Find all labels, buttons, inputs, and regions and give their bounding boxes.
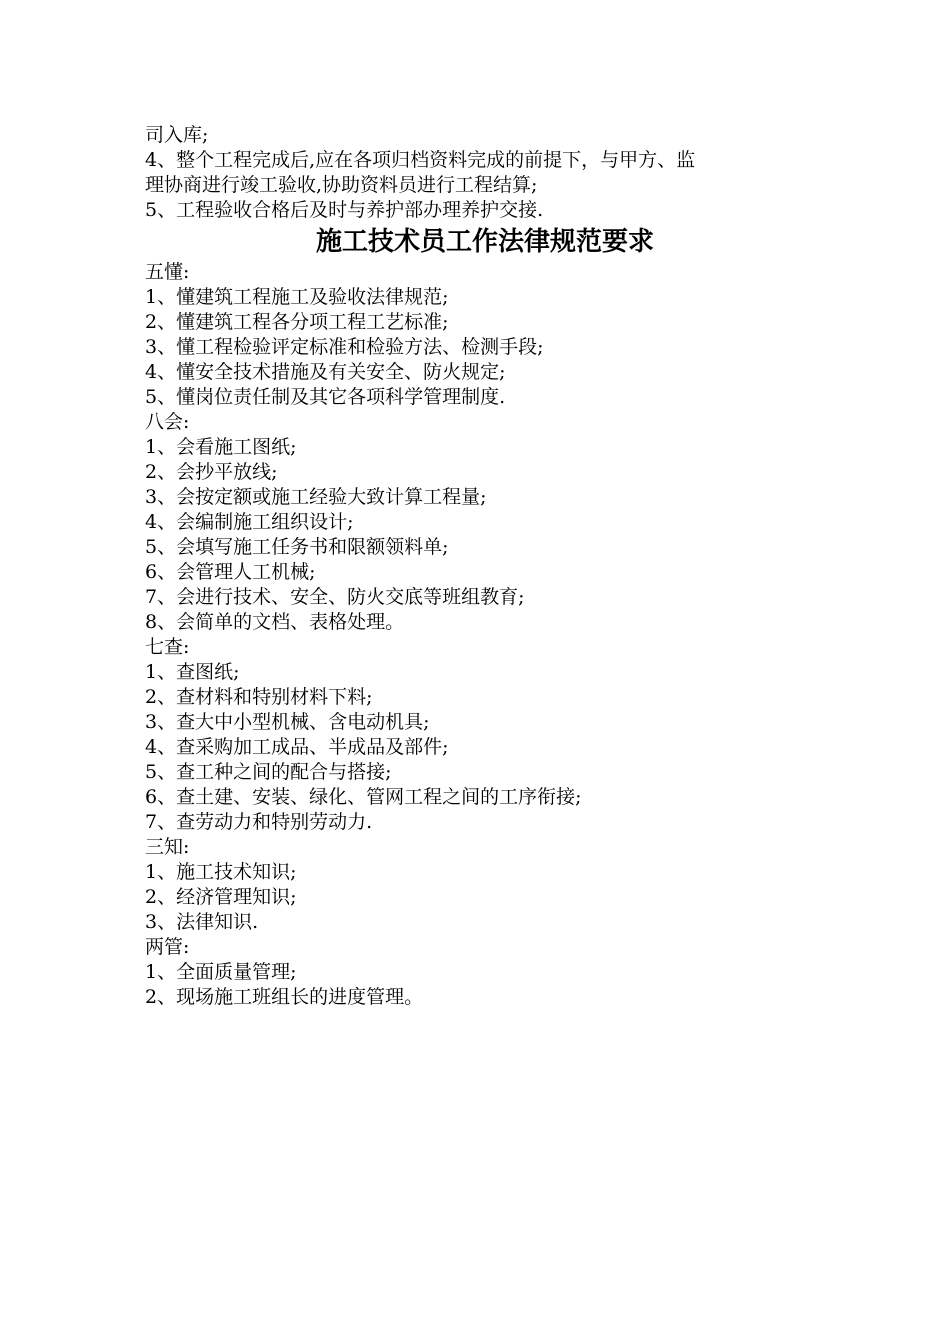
list-item: 6、查土建、安装、绿化、管网工程之间的工序衔接; [145,786,582,808]
list-item: 7、查劳动力和特别劳动力. [145,811,373,833]
list-item: 1、查图纸; [145,661,240,683]
document-page [145,123,825,1010]
list-item: 1、施工技术知识; [145,861,297,883]
section-three-knowledge [145,835,825,935]
section-five-understand [145,260,825,410]
list-item: 1、会看施工图纸; [145,436,297,458]
section-heading: 七查: [145,636,190,658]
list-item: 3、查大中小型机械、含电动机具; [145,711,430,733]
section-heading: 八会: [145,411,190,433]
section-eight-skills [145,410,825,635]
list-item: 5、会填写施工任务书和限额领料单; [145,536,449,558]
section-heading: 五懂: [145,261,190,283]
list-item: 7、会进行技术、安全、防火交底等班组教育; [145,586,525,608]
list-item: 8、会简单的文档、表格处理。 [145,611,405,633]
intro-line: 4、整个工程完成后,应在各项归档资料完成的前提下，与甲方、监 [145,149,696,171]
intro-line: 5、工程验收合格后及时与养护部办理养护交接. [145,199,544,221]
list-item: 4、会编制施工组织设计; [145,511,354,533]
section-two-management [145,935,825,1010]
list-item: 3、会按定额或施工经验大致计算工程量; [145,486,487,508]
list-item: 4、懂安全技术措施及有关安全、防火规定; [145,361,506,383]
list-item: 2、懂建筑工程各分项工程工艺标准; [145,311,449,333]
list-item: 2、会抄平放线; [145,461,278,483]
intro-line: 理协商进行竣工验收,协助资料员进行工程结算; [145,174,538,196]
section-seven-checks [145,635,825,835]
list-item: 6、会管理人工机械; [145,561,316,583]
list-item: 5、查工种之间的配合与搭接; [145,761,392,783]
list-item: 3、懂工程检验评定标准和检验方法、检测手段; [145,336,544,358]
list-item: 5、懂岗位责任制及其它各项科学管理制度. [145,386,506,408]
list-item: 2、经济管理知识; [145,886,297,908]
list-item: 2、查材料和特别材料下料; [145,686,373,708]
intro-line: 司入库; [145,124,209,146]
document-title: 施工技术员工作法律规范要求 [315,227,654,257]
section-heading: 三知: [145,836,190,858]
list-item: 3、法律知识. [145,911,259,933]
list-item: 1、全面质量管理; [145,961,297,983]
list-item: 1、懂建筑工程施工及验收法律规范; [145,286,449,308]
list-item: 4、查采购加工成品、半成品及部件; [145,736,449,758]
intro-block [145,123,825,223]
section-heading: 两管: [145,936,190,958]
list-item: 2、现场施工班组长的进度管理。 [145,986,424,1008]
